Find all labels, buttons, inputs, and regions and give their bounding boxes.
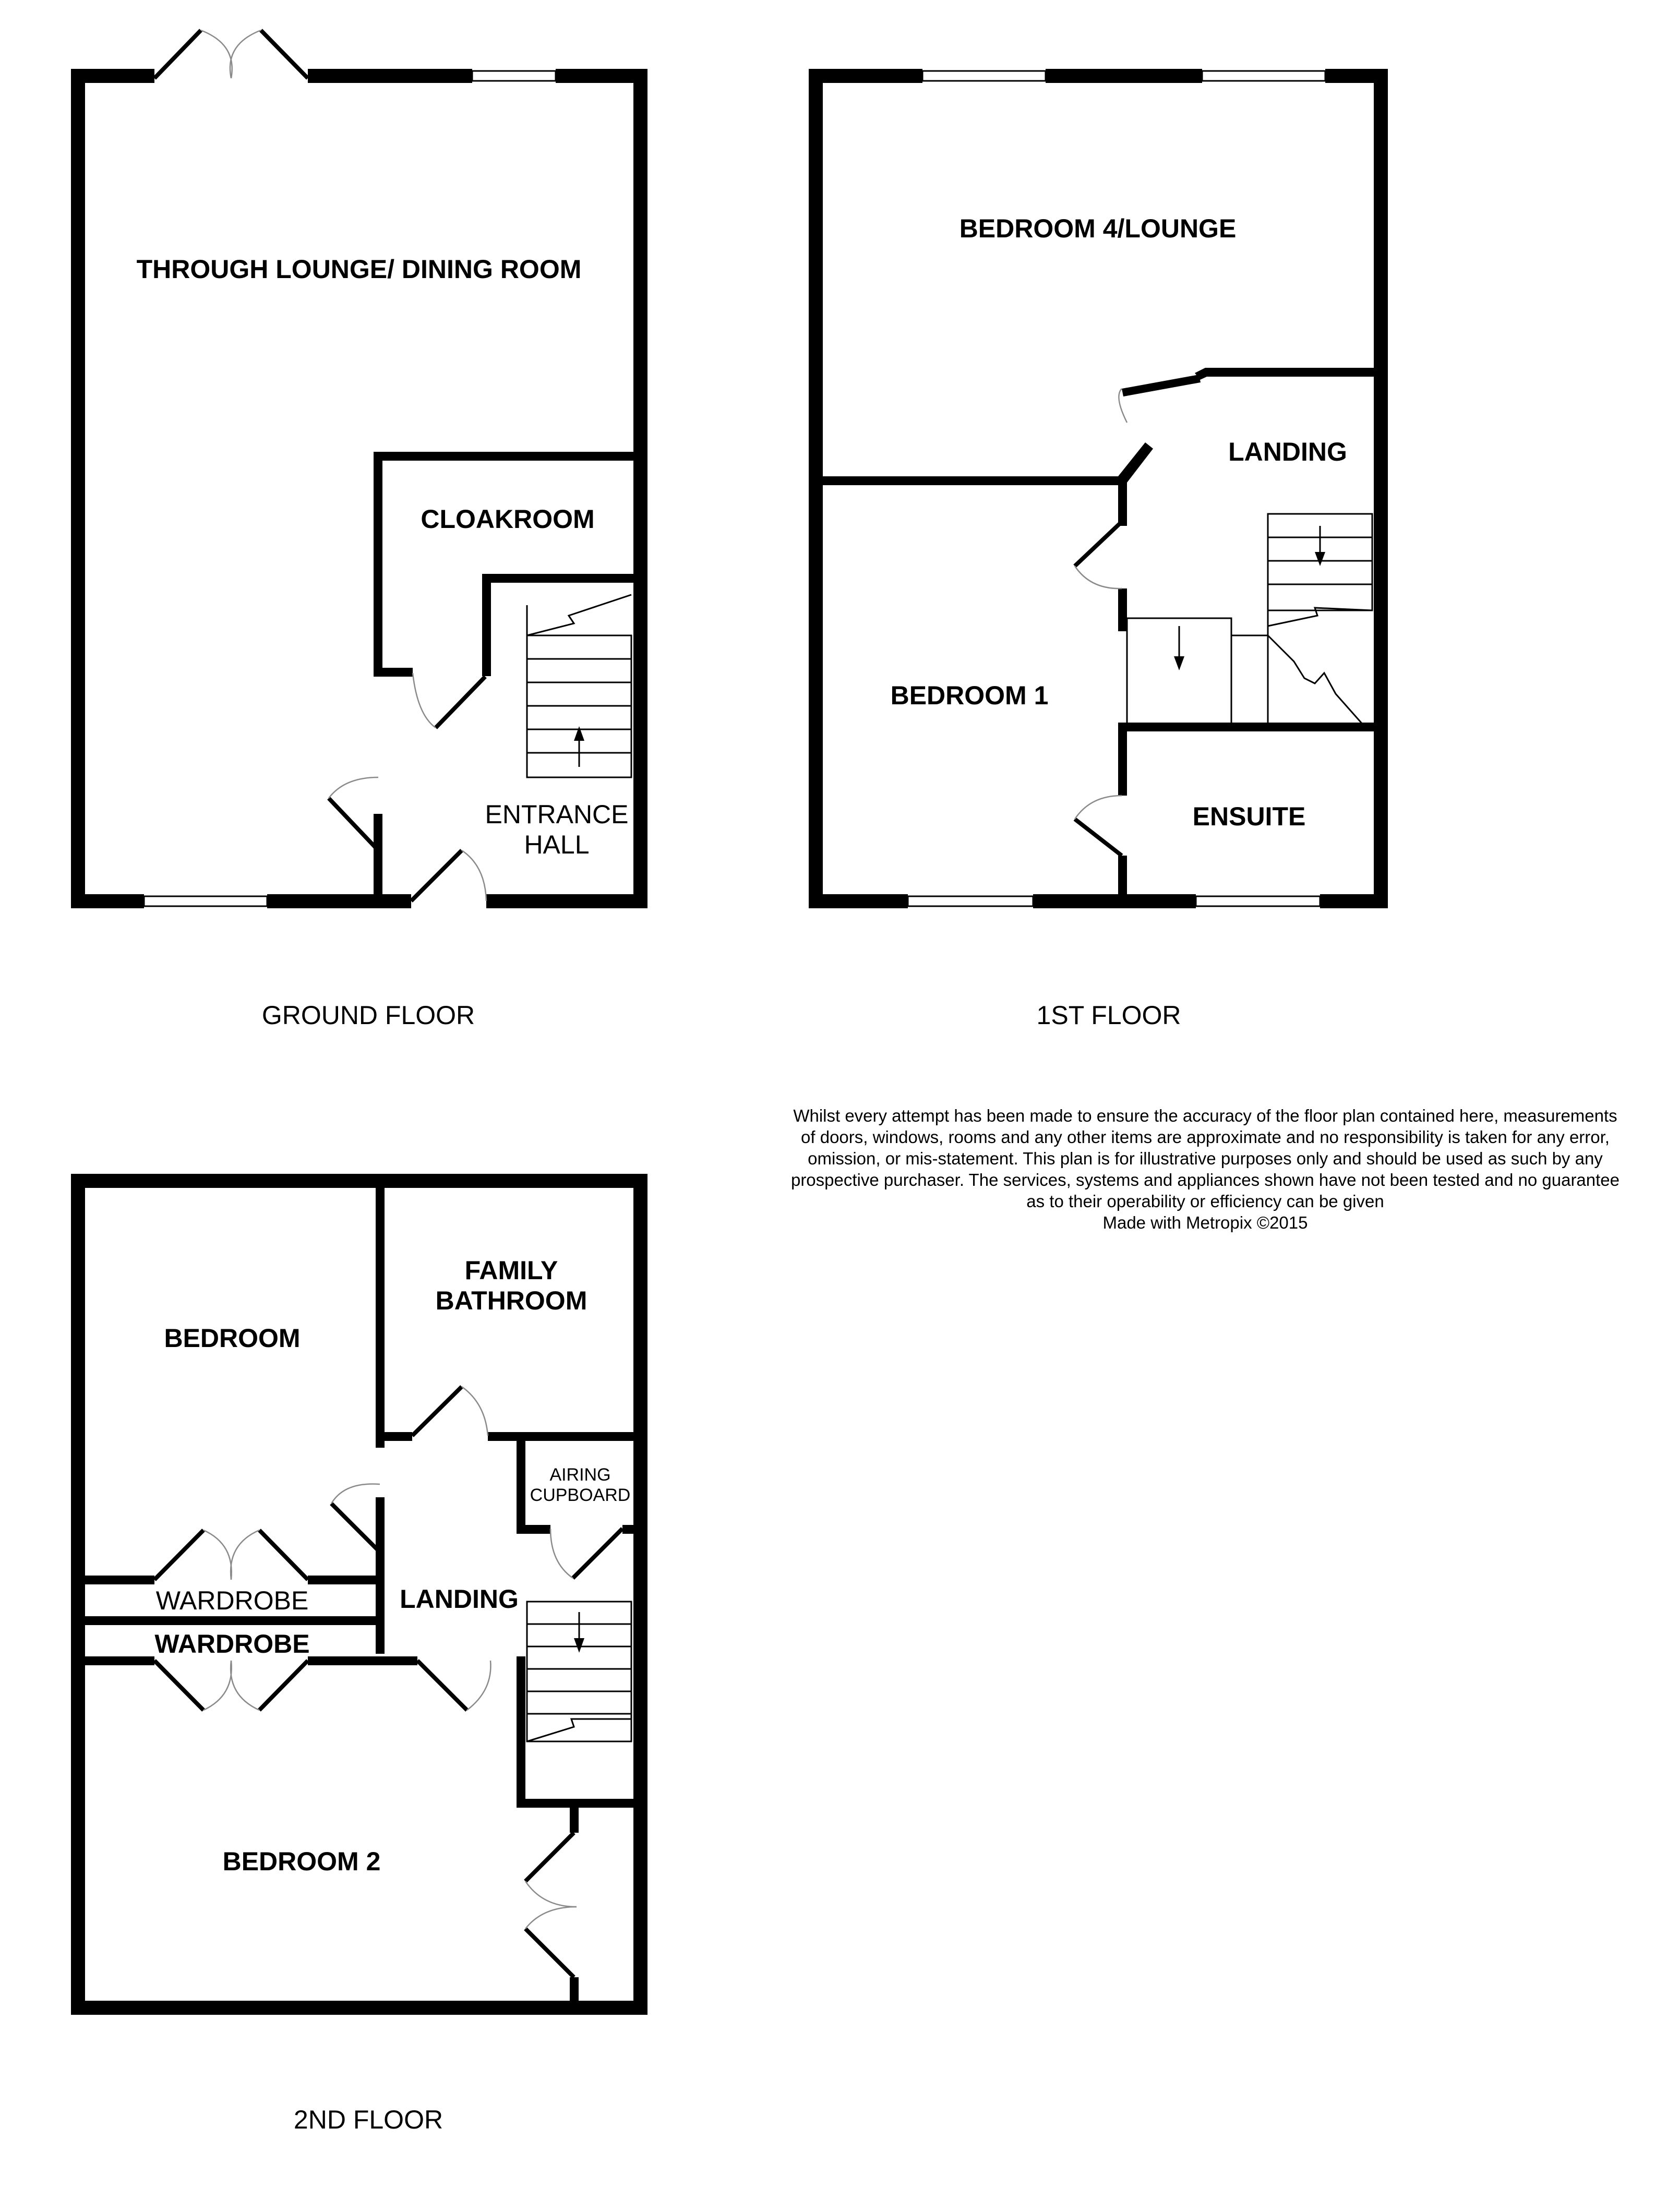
- wall: [308, 1576, 385, 1584]
- wall: [486, 894, 647, 908]
- room-label-entrance-hall: ENTRANCE: [485, 800, 629, 829]
- wall: [1118, 442, 1153, 483]
- door-swing: [525, 1881, 577, 1907]
- window: [908, 896, 1033, 906]
- room-label-lounge: THROUGH LOUNGE/ DINING ROOM: [136, 255, 582, 284]
- door-leaf: [1075, 819, 1122, 856]
- wall: [1033, 894, 1196, 908]
- wall: [570, 1799, 579, 1833]
- door-swing: [1075, 566, 1122, 588]
- door-leaf: [259, 1661, 308, 1710]
- disclaimer-text: [730, 1105, 1679, 1233]
- wall: [374, 452, 382, 675]
- disclaimer-line: of doors, windows, rooms and any other items are approximate and no responsibility is taken for any error,: [801, 1127, 1610, 1147]
- door-leaf: [525, 1833, 574, 1881]
- ground-floor-plan: [71, 30, 647, 1030]
- down-arrow-icon: [1174, 656, 1184, 670]
- door-swing: [462, 1387, 488, 1436]
- up-arrow-icon: [574, 726, 584, 741]
- wall: [1320, 894, 1388, 908]
- door-swing: [231, 1661, 259, 1710]
- room-label-airing-cupboard: CUPBOARD: [530, 1485, 631, 1505]
- wall: [622, 1525, 647, 1534]
- room-label-airing-cupboard: AIRING: [549, 1465, 611, 1485]
- door-swing: [1075, 796, 1122, 819]
- room-label-bedroom1: BEDROOM 1: [890, 681, 1049, 710]
- disclaimer-line: Made with Metropix ©2015: [1102, 1213, 1308, 1232]
- wall: [71, 894, 144, 908]
- wall: [517, 1525, 550, 1534]
- wall: [71, 1656, 154, 1665]
- wall: [71, 2001, 647, 2015]
- room-label-ensuite: ENSUITE: [1192, 802, 1306, 831]
- door-leaf: [331, 1504, 380, 1552]
- window: [1202, 71, 1325, 81]
- window: [472, 71, 556, 81]
- floor-title-second: 2ND FLOOR: [293, 2105, 443, 2134]
- wall: [814, 476, 1127, 485]
- door-swing: [525, 1907, 577, 1929]
- room-label-family-bathroom: BATHROOM: [435, 1286, 587, 1315]
- wall: [809, 69, 823, 908]
- door-leaf: [411, 850, 462, 901]
- door-leaf: [154, 1530, 203, 1580]
- wall: [374, 452, 647, 461]
- door-leaf: [1075, 522, 1122, 566]
- wall: [308, 1656, 417, 1665]
- door-swing: [329, 777, 378, 798]
- wall: [71, 1174, 647, 1188]
- wall: [1046, 69, 1202, 83]
- down-arrow-icon: [574, 1638, 584, 1653]
- door-swing: [467, 1661, 490, 1710]
- down-arrow-icon: [1315, 552, 1325, 566]
- door-leaf: [436, 677, 485, 728]
- room-label-wardrobe: WARDROBE: [154, 1629, 310, 1658]
- wall: [376, 1432, 412, 1441]
- door-leaf: [573, 1529, 622, 1578]
- wall: [517, 1656, 525, 1808]
- second-floor-plan: [71, 1174, 647, 2134]
- wall: [1118, 476, 1127, 526]
- room-label-cloakroom: CLOAKROOM: [421, 504, 595, 534]
- door-swing: [203, 1661, 232, 1710]
- wall: [809, 894, 908, 908]
- door-swing: [231, 1530, 259, 1580]
- wall: [633, 1174, 647, 2015]
- wall: [374, 814, 382, 908]
- wall: [482, 574, 647, 583]
- room-label-bedroom: BEDROOM: [164, 1324, 301, 1353]
- wall: [517, 1799, 647, 1808]
- wall: [1374, 69, 1388, 908]
- floor-title-ground: GROUND FLOOR: [261, 1001, 475, 1030]
- wall: [1118, 588, 1127, 631]
- wall: [570, 1977, 579, 2015]
- staircase: [527, 1602, 631, 1741]
- window: [922, 71, 1046, 81]
- door-leaf: [261, 30, 308, 78]
- room-label-family-bathroom: FAMILY: [464, 1256, 558, 1285]
- door-swing: [550, 1529, 573, 1578]
- door-swing: [462, 850, 486, 901]
- disclaimer-line: as to their operability or efficiency can be given: [1026, 1192, 1384, 1211]
- wall: [633, 69, 647, 908]
- door-leaf: [154, 1661, 203, 1710]
- disclaimer-line: omission, or mis-statement. This plan is for illustrative purposes only and should be used as such by any: [808, 1149, 1603, 1168]
- wall: [71, 1174, 85, 2015]
- wall: [517, 1432, 525, 1534]
- door-swing: [331, 1484, 380, 1504]
- door-leaf: [525, 1929, 574, 1977]
- wall: [482, 574, 491, 676]
- wall: [71, 69, 85, 908]
- wall: [308, 69, 472, 83]
- wall: [267, 894, 411, 908]
- room-label-bedroom4-lounge: BEDROOM 4/LOUNGE: [959, 214, 1237, 243]
- door-leaf: [154, 30, 201, 78]
- room-label-bedroom2: BEDROOM 2: [222, 1847, 381, 1876]
- room-label-landing: LANDING: [400, 1584, 519, 1614]
- staircase: [1127, 514, 1372, 730]
- wall: [1118, 856, 1127, 908]
- wall: [374, 668, 413, 677]
- window: [144, 896, 267, 906]
- wall: [488, 1432, 647, 1441]
- floor-title-first: 1ST FLOOR: [1036, 1001, 1181, 1030]
- door-leaf: [417, 1661, 467, 1710]
- disclaimer-line: Whilst every attempt has been made to ensure the accuracy of the floor plan contained here, measurements: [793, 1106, 1617, 1125]
- window: [1196, 896, 1320, 906]
- door-leaf: [259, 1530, 308, 1580]
- door-swing: [201, 30, 232, 78]
- door-swing: [413, 673, 436, 728]
- wall: [809, 69, 922, 83]
- door-swing: [203, 1530, 232, 1580]
- door-swing: [230, 30, 261, 78]
- wall: [1118, 723, 1127, 796]
- staircase: [527, 595, 631, 777]
- room-label-wardrobe: WARDROBE: [155, 1586, 309, 1615]
- door-leaf: [329, 798, 378, 850]
- wall: [1122, 375, 1201, 396]
- door-leaf: [412, 1387, 462, 1436]
- wall: [71, 1576, 154, 1584]
- wall: [1205, 368, 1388, 377]
- disclaimer-line: prospective purchaser. The services, systems and appliances shown have not been tested and no guarantee: [790, 1170, 1620, 1189]
- room-label-landing: LANDING: [1228, 437, 1347, 466]
- wall: [71, 1616, 385, 1625]
- first-floor-plan: [809, 69, 1388, 1030]
- wall: [376, 1174, 385, 1448]
- room-label-entrance-hall: HALL: [524, 830, 590, 859]
